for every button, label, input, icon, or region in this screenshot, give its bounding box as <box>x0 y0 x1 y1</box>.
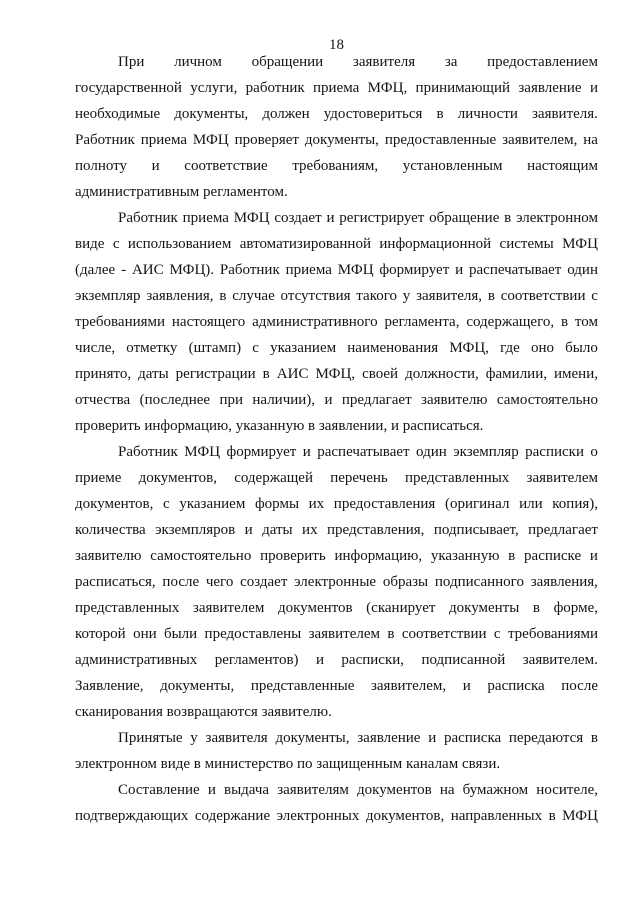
word: заявителя. <box>531 106 598 122</box>
paragraph-5 <box>75 777 598 829</box>
word: личности <box>457 106 518 122</box>
word: с <box>112 236 120 252</box>
word: предоставлением <box>487 54 598 70</box>
word: после <box>162 574 200 590</box>
word: приема <box>285 262 332 278</box>
word: заявителем, <box>502 132 578 148</box>
word: соответствии <box>401 626 487 642</box>
word: и <box>244 522 253 538</box>
page-number: 18 <box>329 37 344 53</box>
word: настоящего <box>171 314 246 330</box>
word: и <box>428 730 437 746</box>
word: формы <box>254 496 300 512</box>
word: в <box>262 366 270 382</box>
word: При <box>118 54 145 70</box>
word: личном <box>174 54 222 70</box>
word: в <box>532 600 540 616</box>
text-line <box>75 75 598 101</box>
word: экземпляр <box>453 444 519 460</box>
word: один <box>416 444 447 460</box>
word: МФЦ <box>184 444 221 460</box>
word: с <box>163 496 170 512</box>
word: и <box>315 652 324 668</box>
word: и <box>589 548 598 564</box>
text-line <box>75 49 598 75</box>
word: системы <box>499 236 554 252</box>
text-line <box>75 725 598 751</box>
text-line <box>75 543 598 569</box>
word: Работник <box>219 262 280 278</box>
text-line <box>75 309 598 335</box>
word: документов, <box>138 470 217 486</box>
word: у <box>190 730 198 746</box>
word: представления, <box>327 522 425 538</box>
word: МФЦ, <box>367 80 408 96</box>
word: должен <box>262 106 310 122</box>
word: АИС <box>131 262 164 278</box>
text-line <box>75 569 598 595</box>
word: Принятые <box>118 730 183 746</box>
word: информацию, <box>334 548 423 564</box>
word: наличии), <box>252 392 316 408</box>
document-body <box>75 49 598 829</box>
word: или <box>519 496 543 512</box>
word: выдача <box>224 782 270 798</box>
word: документов, <box>365 808 445 824</box>
word: фамилии, <box>485 366 547 382</box>
word: требованиями <box>507 626 598 642</box>
word: отметку <box>126 340 178 356</box>
word: передаются <box>508 730 584 746</box>
word: предоставлены <box>204 626 302 642</box>
text-line: электронном виде в министерство по защищенным каналам связи. <box>75 756 501 772</box>
word: копия), <box>552 496 598 512</box>
paragraph-2 <box>75 205 598 439</box>
word: МФЦ). <box>169 262 215 278</box>
word: в <box>387 626 395 642</box>
word: перечень <box>330 470 388 486</box>
text-line <box>75 257 598 283</box>
word: образы <box>382 574 429 590</box>
word: государственной <box>75 80 182 96</box>
word: приема <box>182 210 229 226</box>
word: принято, <box>75 366 132 382</box>
word: в <box>508 548 516 564</box>
text-line <box>75 127 598 153</box>
paragraph-3 <box>75 439 598 725</box>
word: и <box>589 80 598 96</box>
word: заявление <box>357 730 421 746</box>
word: регистрирует <box>339 210 425 226</box>
text-line: проверить информацию, указанную в заявлении, и расписаться. <box>75 418 484 434</box>
word: МФЦ, <box>449 340 489 356</box>
word: указанием <box>270 340 337 356</box>
word: соответствие <box>184 158 268 174</box>
word: обращении <box>251 54 324 70</box>
word: МФЦ <box>192 132 229 148</box>
text-line: сканирования возвращаются заявителю. <box>75 704 332 720</box>
text-line <box>75 595 598 621</box>
word: информационной <box>379 236 492 252</box>
word: представленных <box>404 470 510 486</box>
word: имени, <box>554 366 598 382</box>
word: содержащей <box>234 470 313 486</box>
word: расписаться, <box>75 574 156 590</box>
word: необходимые <box>75 106 161 122</box>
word: административного <box>252 314 378 330</box>
paragraph-1 <box>75 49 598 205</box>
text-line <box>75 101 598 127</box>
word: документов, <box>75 496 154 512</box>
word: МФЦ <box>562 808 598 824</box>
word: бумажном <box>462 782 529 798</box>
word: и <box>324 392 333 408</box>
word: и <box>207 782 216 798</box>
word: чего <box>205 574 234 590</box>
word: требованиями <box>75 314 166 330</box>
word: даты <box>138 366 169 382</box>
word: заявителю <box>421 392 488 408</box>
word: требованиям, <box>292 158 379 174</box>
word: заявления, <box>146 288 214 304</box>
word: принимающий <box>415 80 511 96</box>
word: после <box>561 678 598 694</box>
word: расписка <box>443 730 502 746</box>
word: формирует <box>379 262 450 278</box>
word: заявителя <box>205 730 268 746</box>
word: такого <box>356 288 397 304</box>
word: в <box>504 210 512 226</box>
word: о <box>590 444 598 460</box>
word: документов <box>357 782 432 798</box>
word: заявителям <box>277 782 349 798</box>
text-line <box>75 777 598 803</box>
text-line <box>75 153 598 179</box>
word: автоматизированной <box>239 236 371 252</box>
word: с <box>591 288 598 304</box>
text-line <box>75 283 598 309</box>
word: у <box>402 288 411 304</box>
word: документы <box>449 600 520 616</box>
word: МФЦ <box>337 262 374 278</box>
word: подтверждающих <box>75 808 189 824</box>
word: заявителя, <box>416 288 483 304</box>
word: были <box>163 626 198 642</box>
word: носителе, <box>536 782 598 798</box>
word: в <box>590 730 598 746</box>
text-line <box>75 491 598 517</box>
word: распечатывает <box>469 262 562 278</box>
word: Работник <box>118 444 178 460</box>
word: распечатывает <box>317 444 410 460</box>
word: документы, <box>304 132 379 148</box>
word: числе, <box>75 340 116 356</box>
word: и <box>462 678 471 694</box>
word: (штамп) <box>188 340 242 356</box>
text-line <box>75 361 598 387</box>
word: в <box>548 808 556 824</box>
word: (оригинал <box>444 496 510 512</box>
word: обращение <box>429 210 500 226</box>
word: соответствии <box>500 288 586 304</box>
word: случае <box>232 288 275 304</box>
word: форме, <box>553 600 598 616</box>
word: настоящим <box>527 158 598 174</box>
word: указанную <box>430 548 500 564</box>
word: работник <box>245 80 305 96</box>
word: заявителю <box>75 548 142 564</box>
word: представленных <box>75 600 180 616</box>
word: приема <box>313 80 360 96</box>
word: МФЦ <box>233 210 270 226</box>
word: формирует <box>226 444 297 460</box>
word: расписки <box>525 444 584 460</box>
word: и <box>302 444 311 460</box>
word: документы, <box>174 106 249 122</box>
word: использованием <box>127 236 232 252</box>
word: приеме <box>75 470 122 486</box>
word: в <box>219 288 227 304</box>
word: расписке <box>524 548 582 564</box>
word: заявителем <box>192 600 265 616</box>
word: Заявление, <box>75 678 144 694</box>
word: на <box>583 132 598 148</box>
word: документы, <box>160 678 235 694</box>
word: услуги, <box>190 80 238 96</box>
word: заявителя <box>352 54 416 70</box>
word: было <box>565 340 598 356</box>
word: в <box>436 106 444 122</box>
word: приема <box>140 132 188 148</box>
text-line <box>75 231 598 257</box>
word: (последнее <box>139 392 211 408</box>
word: электронных <box>276 808 360 824</box>
word: представленные <box>250 678 355 694</box>
word: регламента, <box>384 314 460 330</box>
word: в <box>487 288 495 304</box>
word: Составление <box>118 782 200 798</box>
text-line <box>75 517 598 543</box>
text-line <box>75 439 598 465</box>
text-line <box>75 465 598 491</box>
word: расписки, <box>341 652 405 668</box>
word: заявителем <box>308 626 381 642</box>
text-line <box>75 335 598 361</box>
word: проверяет <box>234 132 299 148</box>
word: документов <box>277 600 353 616</box>
word: и <box>455 262 464 278</box>
word: где <box>500 340 520 356</box>
word: Работник <box>75 132 135 148</box>
word: которой <box>75 626 126 642</box>
word: подписанного <box>434 574 524 590</box>
word: расписка <box>487 678 545 694</box>
word: полноту <box>75 158 128 174</box>
word: проверить <box>260 548 326 564</box>
word: содержащего, <box>466 314 555 330</box>
word: их <box>302 522 318 538</box>
word: подписывает, <box>433 522 519 538</box>
word: за <box>444 54 458 70</box>
word: МФЦ <box>562 236 598 252</box>
word: (сканирует <box>366 600 436 616</box>
word: экземпляров <box>155 522 236 538</box>
word: отчества <box>75 392 131 408</box>
word: отсутствия <box>280 288 351 304</box>
word: предоставления <box>333 496 436 512</box>
word: своей <box>362 366 399 382</box>
word: предлагает <box>341 392 412 408</box>
word: и <box>326 210 335 226</box>
word: с <box>252 340 259 356</box>
word: даты <box>262 522 293 538</box>
word: АИС <box>276 366 309 382</box>
word: наименования <box>347 340 439 356</box>
word: регистрации <box>175 366 256 382</box>
word: заявителем. <box>522 652 598 668</box>
word: электронном <box>516 210 598 226</box>
text-line <box>75 387 598 413</box>
word: заявителем <box>526 470 598 486</box>
text-line: административным регламентом. <box>75 184 288 200</box>
word: МФЦ, <box>315 366 356 382</box>
word: предлагает <box>528 522 598 538</box>
word: создает <box>240 574 288 590</box>
text-line <box>75 621 598 647</box>
word: - <box>121 262 127 278</box>
word: административных <box>75 652 198 668</box>
text-line <box>75 647 598 673</box>
word: удостовериться <box>323 106 423 122</box>
word: и <box>151 158 160 174</box>
word: должности, <box>405 366 479 382</box>
word: предоставленные <box>384 132 497 148</box>
word: оно <box>530 340 554 356</box>
word: количества <box>75 522 146 538</box>
word: направленных <box>450 808 543 824</box>
word: (далее <box>75 262 116 278</box>
word: создает <box>274 210 322 226</box>
text-line <box>75 803 598 829</box>
word: их <box>308 496 325 512</box>
word: в <box>560 314 569 330</box>
word: заявителем, <box>370 678 447 694</box>
word: документы, <box>275 730 350 746</box>
word: заявление <box>518 80 582 96</box>
word: указанием <box>179 496 246 512</box>
word: при <box>219 392 243 408</box>
word: содержание <box>194 808 271 824</box>
word: один <box>567 262 598 278</box>
word: они <box>133 626 157 642</box>
word: Работник <box>118 210 178 226</box>
word: электронные <box>294 574 377 590</box>
word: том <box>574 314 598 330</box>
word: самостоятельно <box>496 392 598 408</box>
word: установленным <box>402 158 503 174</box>
word: с <box>493 626 501 642</box>
word: регламентов) <box>214 652 299 668</box>
word: на <box>439 782 455 798</box>
word: заявления, <box>530 574 598 590</box>
text-line <box>75 205 598 231</box>
word: подписанной <box>421 652 506 668</box>
word: виде <box>75 236 105 252</box>
paragraph-4 <box>75 725 598 777</box>
word: самостоятельно <box>150 548 252 564</box>
word: экземпляр <box>75 288 141 304</box>
text-line <box>75 673 598 699</box>
